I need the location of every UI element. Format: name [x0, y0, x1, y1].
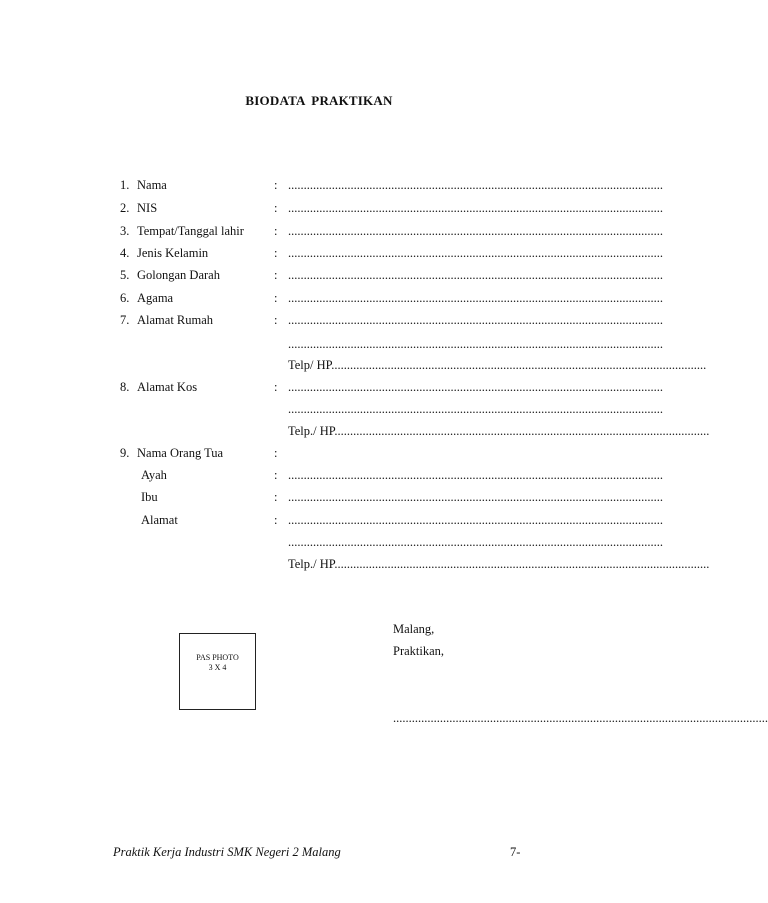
field-colon: : [274, 513, 278, 527]
field-number: 8. [120, 380, 130, 394]
telp-fill-line[interactable]: Telp/ HP........................................................................................................................ [288, 358, 707, 372]
signature-line[interactable]: ........................................................................................................................ [393, 711, 768, 725]
field-fill-line[interactable]: ........................................................................................................................ [288, 246, 663, 260]
field-number: 2. [120, 201, 130, 215]
field-label: NIS [137, 201, 158, 215]
field-colon: : [274, 201, 278, 215]
signature-role: Praktikan, [393, 644, 445, 658]
page-title: BIODATA PRAKTIKAN [245, 93, 393, 108]
field-label: Tempat/Tanggal lahir [137, 224, 244, 238]
field-colon: : [274, 313, 278, 327]
footer-text: Praktik Kerja Industri SMK Negeri 2 Malang [113, 845, 341, 859]
field-label: Alamat [141, 513, 178, 527]
field-label: Agama [137, 291, 174, 305]
field-label: Jenis Kelamin [137, 246, 209, 260]
telp-label: Telp./ HP [288, 424, 335, 438]
signature-city: Malang, [393, 622, 435, 636]
page-number: 7- [510, 845, 521, 859]
field-fill-line[interactable]: ........................................................................................................................ [288, 535, 663, 549]
field-number: 9. [120, 446, 130, 460]
field-number: 3. [120, 224, 130, 238]
field-colon: : [274, 224, 278, 238]
field-number: 4. [120, 246, 130, 260]
field-fill-line[interactable]: ........................................................................................................................ [288, 402, 663, 416]
field-colon: : [274, 468, 278, 482]
field-fill-line[interactable]: ........................................................................................................................ [288, 201, 663, 215]
field-fill-line[interactable]: ........................................................................................................................ [288, 513, 663, 527]
field-fill-line[interactable]: ........................................................................................................................ [288, 291, 663, 305]
field-label: Nama [137, 178, 167, 192]
field-number: 7. [120, 313, 130, 327]
field-colon: : [274, 380, 278, 394]
field-fill-line[interactable]: ........................................................................................................................ [288, 313, 663, 327]
field-number: 6. [120, 291, 130, 305]
photo-size: 3 X 4 [208, 663, 227, 672]
field-colon: : [274, 268, 278, 282]
field-label: Nama Orang Tua [137, 446, 224, 460]
telp-fill-line[interactable]: Telp./ HP........................................................................................................................ [288, 557, 710, 571]
field-label: Golongan Darah [137, 268, 220, 282]
field-number: 5. [120, 268, 130, 282]
field-label: Ayah [141, 468, 167, 482]
field-label: Alamat Rumah [137, 313, 214, 327]
telp-label: Telp./ HP [288, 557, 335, 571]
field-label: Alamat Kos [137, 380, 198, 394]
field-fill-line[interactable]: ........................................................................................................................ [288, 268, 663, 282]
field-label: Ibu [141, 490, 158, 504]
field-fill-line[interactable]: ........................................................................................................................ [288, 224, 663, 238]
field-fill-line[interactable]: ........................................................................................................................ [288, 380, 663, 394]
field-colon: : [274, 490, 278, 504]
telp-label: Telp/ HP [288, 358, 332, 372]
photo-label: PAS PHOTO [196, 653, 239, 662]
field-colon: : [274, 178, 278, 192]
field-colon: : [274, 446, 278, 460]
photo-box [179, 633, 256, 710]
telp-fill-line[interactable]: Telp./ HP........................................................................................................................ [288, 424, 710, 438]
field-colon: : [274, 291, 278, 305]
field-fill-line[interactable]: ........................................................................................................................ [288, 337, 663, 351]
field-fill-line[interactable]: ........................................................................................................................ [288, 490, 663, 504]
field-number: 1. [120, 178, 130, 192]
field-colon: : [274, 246, 278, 260]
field-fill-line[interactable]: ........................................................................................................................ [288, 178, 663, 192]
field-fill-line[interactable]: ........................................................................................................................ [288, 468, 663, 482]
